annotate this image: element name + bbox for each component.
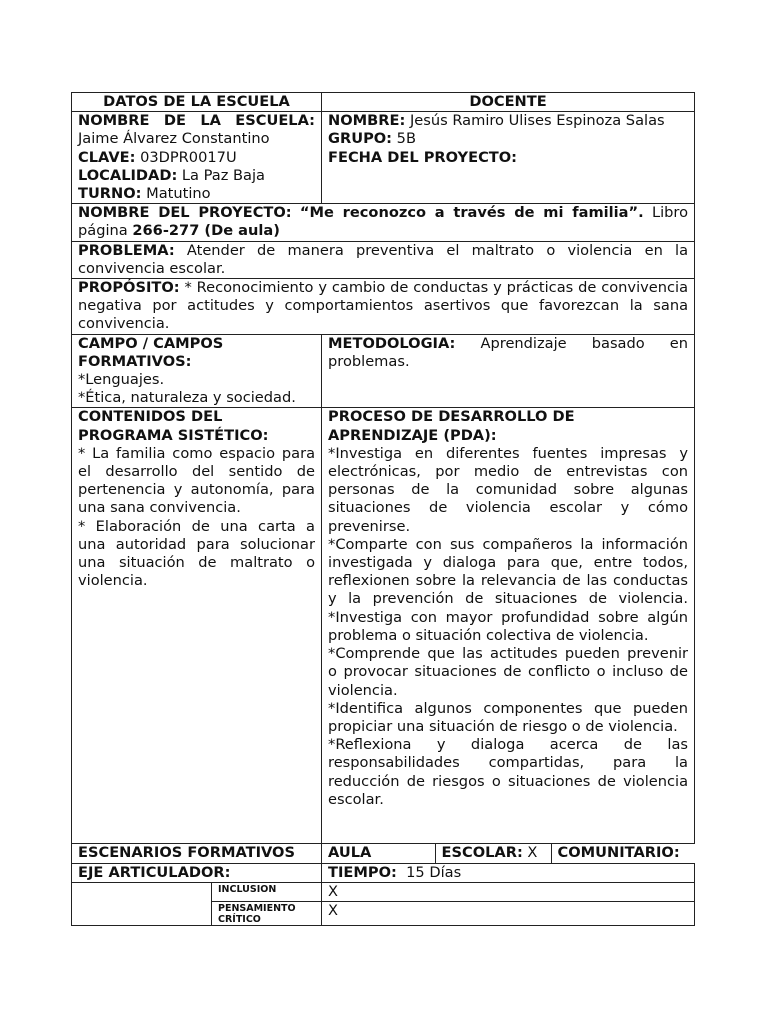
clave-value: 03DPR0017U	[140, 148, 237, 166]
purpose-text: * Reconocimiento y cambio de conductas y prácticas de convivencia negativa por actitudes y comportamientos asertivos que favorezcan la sana convivencia.	[78, 279, 689, 333]
axis-row-name: PENSAMIENTO CRÍTICO	[212, 902, 322, 926]
axis-empty-cell	[72, 882, 212, 925]
pda-cell	[322, 408, 695, 844]
problem-cell	[72, 241, 695, 278]
axis-label: EJE ARTICULADOR:	[78, 863, 231, 881]
teacher-name-label: NOMBRE:	[328, 112, 406, 130]
pda-item: *Reflexiona y dialoga acerca de las responsabilidades compartidas, para la reducción de riesgos o situaciones de violencia escolar.	[328, 736, 689, 808]
contents-cell	[72, 408, 322, 844]
axis-row-mark: X	[322, 902, 695, 926]
teacher-info-cell	[322, 112, 695, 204]
fields-label: CAMPO / CAMPOS FORMATIVOS:	[78, 334, 224, 370]
pda-item: *Investiga en diferentes fuentes impresas y electrónicas, por medio de entrevistas con personas de la comunidad sobre algunas situaciones de violencia escolar y cómo prevenirse.	[328, 444, 689, 535]
turno-value: Matutino	[146, 185, 211, 203]
localidad-value: La Paz Baja	[181, 166, 265, 184]
axis-row-name: INCLUSION	[212, 882, 322, 901]
aula-label: AULA	[328, 844, 372, 862]
tiempo-value: 15 Días	[406, 863, 462, 881]
escolar-label: ESCOLAR:	[441, 844, 523, 862]
pda-label: PROCESO DE DESARROLLO DE APRENDIZAJE (PDA):	[328, 408, 575, 444]
content-item: * Elaboración de una carta a una autoridad para solucionar una situación de maltrato o violencia.	[78, 517, 316, 590]
project-title: “Me reconozco a través de mi familia”.	[299, 204, 644, 222]
fields-cell	[72, 334, 322, 408]
book-text: Libro página	[78, 204, 689, 240]
grupo-value: 5B	[396, 130, 416, 148]
purpose-label: PROPÓSITO:	[78, 279, 180, 297]
teacher-name-value: Jesús Ramiro Ulises Espinoza Salas	[409, 112, 665, 130]
teacher-header: DOCENTE	[322, 93, 695, 112]
pda-item: *Comprende que las actitudes pueden prevenir o provocar situaciones de conflicto o incluso de violencia.	[328, 645, 689, 699]
school-header: DATOS DE LA ESCUELA	[72, 93, 322, 112]
book-pages: 266-277 (De aula)	[132, 222, 280, 240]
comunitario-label: COMUNITARIO:	[557, 844, 680, 862]
methodology-text: Aprendizaje basado en problemas.	[328, 334, 689, 370]
field-item: *Lenguajes.	[78, 371, 165, 389]
tiempo-label: TIEMPO:	[328, 863, 397, 881]
escolar-value: X	[527, 844, 538, 862]
tiempo-cell	[322, 863, 695, 882]
contents-label: CONTENIDOS DEL PROGRAMA SISTÉTICO:	[78, 408, 269, 444]
problem-label: PROBLEMA:	[78, 241, 175, 259]
project-name-cell	[72, 204, 695, 241]
project-name-label: NOMBRE DEL PROYECTO:	[78, 204, 292, 222]
content-item: * La familia como espacio para el desarrollo del sentido de pertenencia y autonomía, para una sana convivencia.	[78, 444, 316, 517]
clave-label: CLAVE:	[78, 148, 136, 166]
grupo-label: GRUPO:	[328, 130, 393, 148]
problem-text: Atender de manera preventiva el maltrato o violencia en la convivencia escolar.	[78, 241, 689, 277]
scenarios-label: ESCENARIOS FORMATIVOS	[78, 844, 295, 862]
school-info-cell	[72, 112, 322, 204]
pda-item: *Comparte con sus compañeros la información investigada y dialoga para que, entre todos, reflexionen sobre la relevancia de las conductas y la prevención de situaciones de violencia. *Investiga con mayor profundidad sobre algún problema o situación colectiva de violencia.	[328, 535, 689, 644]
project-plan-table	[71, 92, 695, 926]
axis-row-mark: X	[322, 882, 695, 901]
methodology-label: METODOLOGIA:	[328, 334, 456, 352]
fecha-label: FECHA DEL PROYECTO:	[328, 148, 517, 166]
axis-label-cell	[72, 863, 322, 882]
scenarios-label-cell	[72, 844, 322, 863]
turno-label: TURNO:	[78, 185, 142, 203]
school-name-value: Jaime Álvarez Constantino	[78, 130, 270, 148]
scenarios-options	[322, 844, 695, 862]
school-name-label: NOMBRE DE LA ESCUELA:	[78, 112, 316, 130]
localidad-label: LOCALIDAD:	[78, 166, 178, 184]
pda-item: *Identifica algunos componentes que pueden propiciar una situación de riesgo o de violencia.	[328, 699, 689, 735]
field-item: *Ética, naturaleza y sociedad.	[78, 389, 296, 407]
purpose-cell	[72, 279, 695, 335]
scenarios-options-cell	[322, 844, 695, 863]
methodology-cell	[322, 334, 695, 408]
